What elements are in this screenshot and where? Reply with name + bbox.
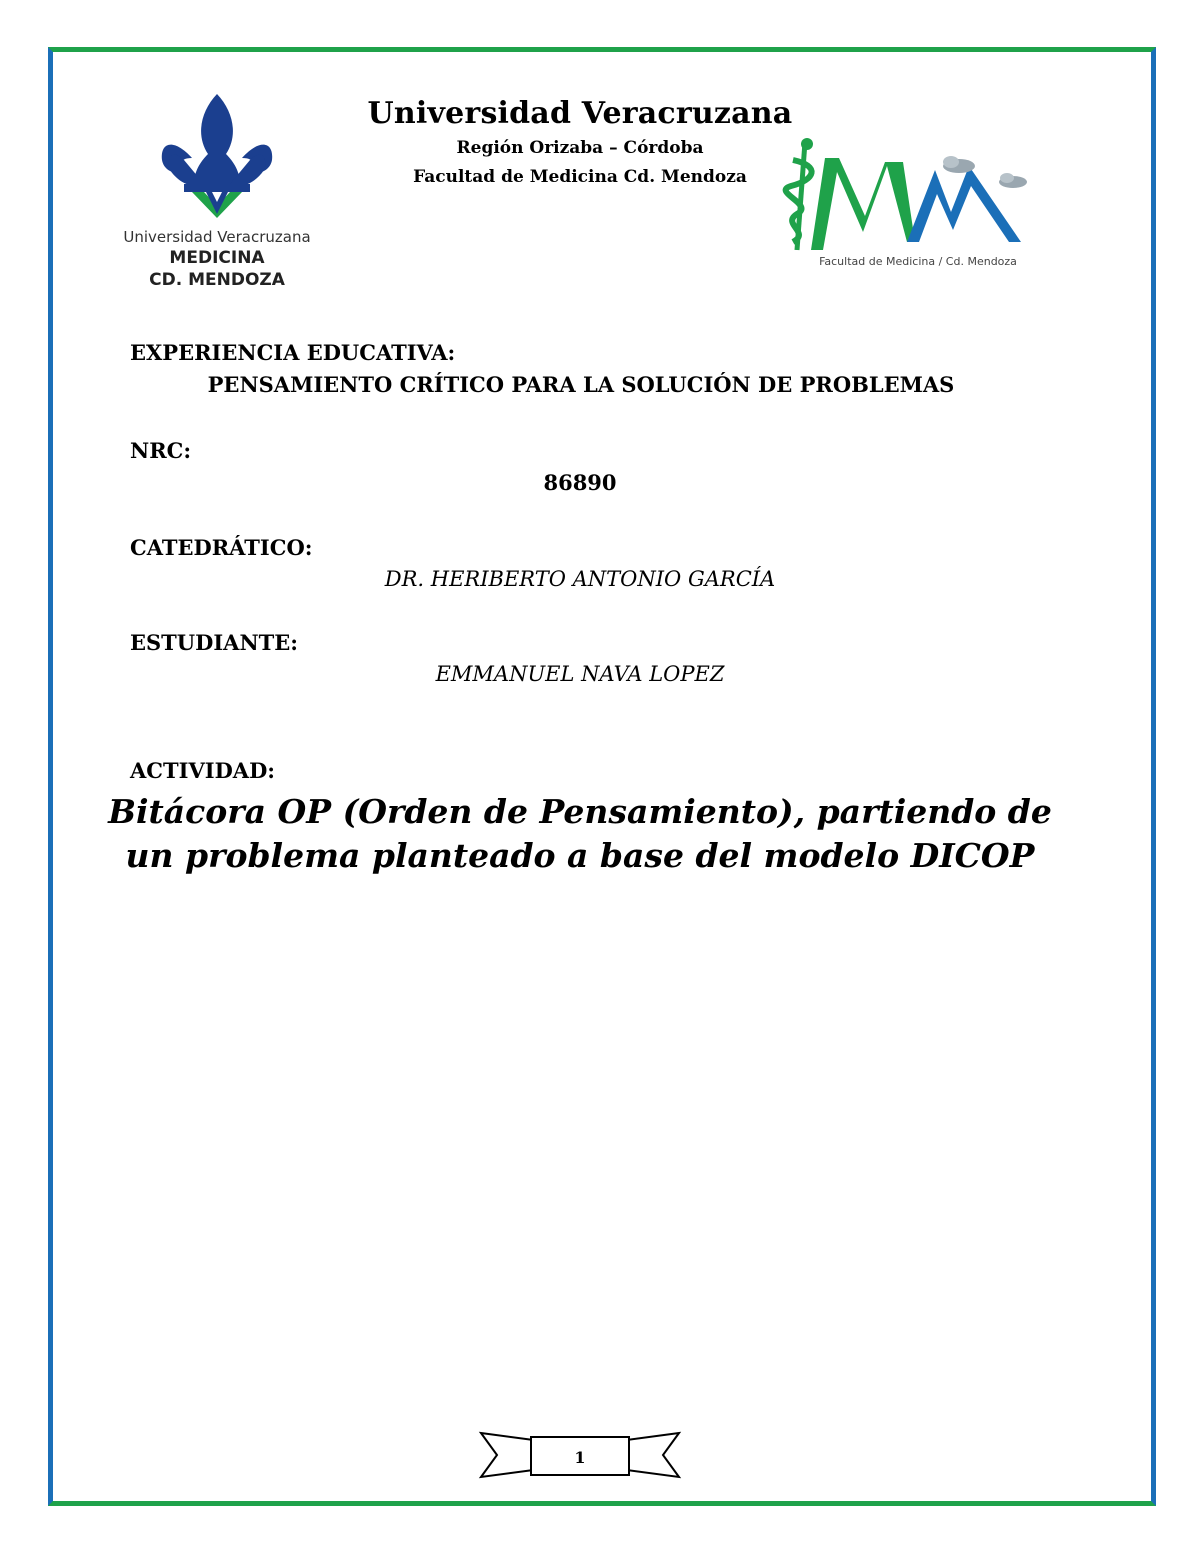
caduceus-icon bbox=[786, 138, 813, 250]
teacher-value: DR. HERIBERTO ANTONIO GARCÍA bbox=[384, 567, 776, 591]
student-value: EMMANUEL NAVA LOPEZ bbox=[435, 662, 725, 686]
teacher-label: CATEDRÁTICO: bbox=[130, 535, 313, 560]
logo-left-line2: MEDICINA bbox=[169, 248, 265, 268]
logo-right-caption: Facultad de Medicina / Cd. Mendoza bbox=[819, 255, 1017, 268]
page-number: 1 bbox=[574, 1448, 586, 1467]
logo-left-line3: CD. MENDOZA bbox=[149, 270, 285, 290]
page-number-ribbon bbox=[475, 1425, 685, 1485]
activity-title bbox=[100, 790, 1060, 878]
faculty-subtitle: Facultad de Medicina Cd. Mendoza bbox=[413, 167, 747, 187]
region-subtitle: Región Orizaba – Córdoba bbox=[456, 138, 704, 158]
fleur-de-lis-icon bbox=[162, 94, 272, 218]
nrc-label: NRC: bbox=[130, 438, 192, 463]
nrc-value: 86890 bbox=[543, 470, 617, 495]
student-label: ESTUDIANTE: bbox=[130, 630, 299, 655]
activity-title-line2: un problema planteado a base del modelo DICOP bbox=[125, 836, 1035, 875]
cloud-icon bbox=[943, 156, 1027, 188]
mountains-icon bbox=[811, 158, 1021, 250]
activity-label: ACTIVIDAD: bbox=[130, 758, 276, 783]
course-label: EXPERIENCIA EDUCATIVA: bbox=[130, 340, 456, 365]
facultad-medicina-logo bbox=[775, 132, 1037, 272]
course-value: PENSAMIENTO CRÍTICO PARA LA SOLUCIÓN DE PROBLEMAS bbox=[207, 372, 955, 397]
uv-medicina-logo bbox=[122, 88, 312, 293]
university-title: Universidad Veracruzana bbox=[367, 96, 793, 131]
activity-title-line1: Bitácora OP (Orden de Pensamiento), partiendo de bbox=[108, 792, 1052, 831]
logo-left-line1: Universidad Veracruzana bbox=[123, 228, 311, 246]
